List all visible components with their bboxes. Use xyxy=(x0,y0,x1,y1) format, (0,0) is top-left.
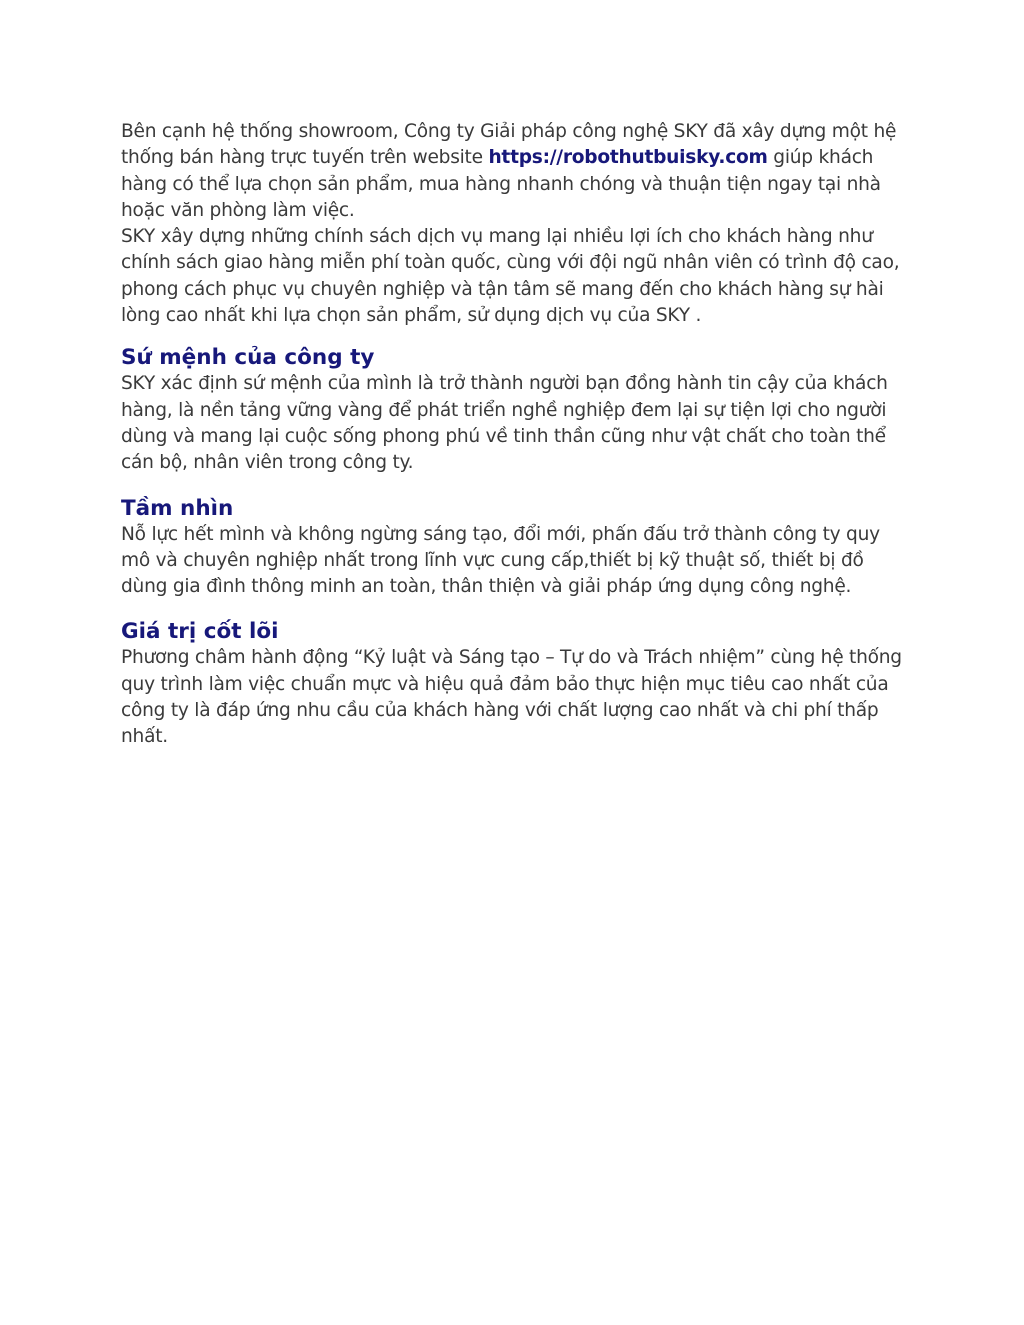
mission-heading: Sứ mệnh của công ty xyxy=(121,345,375,371)
intro-paragraph-1 xyxy=(121,119,911,224)
core-values-paragraph: Phương châm hành động “Kỷ luật và Sáng tạo – Tự do và Trách nhiệm” cùng hệ thống quy trình làm việc chuẩn mực và hiệu quả đảm bảo thực hiện mục tiêu cao nhất của công ty là đáp ứng nhu cầu của khách hàng với chất lượng cao nhất và chi phí thấp nhất. xyxy=(121,647,902,748)
intro-text-after-link: giúp khách hàng có thể lựa chọn sản phẩm, mua hàng nhanh chóng và thuận tiện ngay tại nhà hoặc văn phòng làm việc. xyxy=(121,147,881,221)
website-link[interactable]: https://robothutbuisky.com xyxy=(488,147,768,169)
intro-paragraph-2: SKY xây dựng những chính sách dịch vụ mang lại nhiều lợi ích cho khách hàng như chính sách giao hàng miễn phí toàn quốc, cùng với đội ngũ nhân viên có trình độ cao, phong cách phục vụ chuyên nghiệp và tận tâm sẽ mang đến cho khách hàng sự hài lòng cao nhất khi lựa chọn sản phẩm, sử dụng dịch vụ của SKY . xyxy=(121,226,900,327)
document-page xyxy=(121,119,911,751)
vision-paragraph: Nỗ lực hết mình và không ngừng sáng tạo, đổi mới, phấn đấu trở thành công ty quy mô và chuyên nghiệp nhất trong lĩnh vực cung cấp,thiết bị kỹ thuật số, thiết bị đồ dùng gia đình thông minh an toàn, thân thiện và giải pháp ứng dụng công nghệ. xyxy=(121,523,880,598)
mission-paragraph: SKY xác định sứ mệnh của mình là trở thành người bạn đồng hành tin cậy của khách hàng, là nền tảng vững vàng để phát triển nghề nghiệp đem lại sự tiện lợi cho người dùng và mang lại cuộc sống phong phú về tinh thần cũng như vật chất cho toàn thể cán bộ, nhân viên trong công ty. xyxy=(121,373,888,474)
intro-text-before-link: Bên cạnh hệ thống showroom, Công ty Giải pháp công nghệ SKY đã xây dựng một hệ thống bán hàng trực tuyến trên website xyxy=(121,121,897,169)
core-values-heading: Giá trị cốt lõi xyxy=(121,619,279,645)
vision-heading: Tầm nhìn xyxy=(121,495,234,521)
